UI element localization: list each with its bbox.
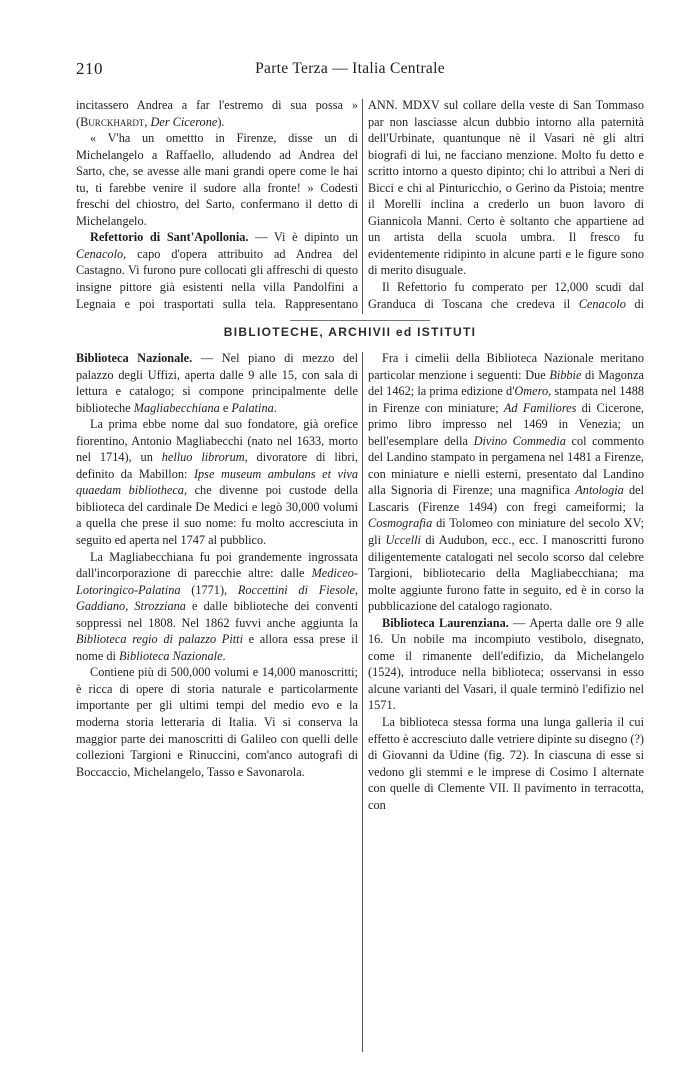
paragraph-magliabecchiana-growth: La Magliabecchiana fu poi grandemente ingrossata dall'incorporazione di parecchie altre: dalle Mediceo-Lotoringico-Palatina (1771), Roccettini di Fiesole, Gaddiano, Strozziana e dalle biblioteche dei conventi soppressi nel 1808. Nel 1862 fuvvi anche aggiunta la Biblioteca regio di palazzo Pitti e allora essa prese il nome di Biblioteca Nazionale. (76, 549, 358, 663)
section-divider (290, 320, 430, 321)
paragraph-burckhardt-quote: incitassero Andrea a far l'estremo di sua possa » (Burckhardt, Der Cicerone). (76, 98, 358, 129)
paragraph-biblioteca-nazionale: Biblioteca Nazionale. — Nel piano di mezzo del palazzo degli Uffizi, aperta dalle 9 alle 15, con sala di lettura e catalogo; si compone principalmente delle biblioteche Magliabecchiana e Palatina. (76, 351, 358, 415)
top-left-column (76, 97, 358, 311)
paragraph-collection-contents: Contiene più di 500,000 volumi e 14,000 manoscritti; è ricca di opere di storia naturale e particolarmente importante per gli ultimi tempi del medio evo e la moderna storia letteraria di Italia. Vi si conserva la maggior parte dei manoscritti di Galileo con quelli delle collezioni Targioni e Rinuccini, com'anco autografi di Boccaccio, Michelangelo, Tasso e Savonarola. (76, 665, 358, 779)
section-heading: BIBLIOTECHE, ARCHIVII ed ISTITUTI (223, 325, 477, 339)
paragraph-refettorio-purchase: Il Refettorio fu comperato per 12,000 scudi dal Granduca di Toscana che credeva il Cenacolo di (368, 280, 644, 311)
paragraph-refettorio-apollonia: Refettorio di Sant'Apollonia. — Vi è dipinto un Cenacolo, capo d'opera attribuito ad Andrea del Castagno. Vi furono pure collocati gli affreschi di questo insigne pittore già esistenti nella villa Pandolfini a Legnaia e poi trasportati sulla tela. Rappresentano (76, 230, 358, 311)
page-number: 210 (76, 59, 103, 78)
column-divider-bottom (362, 352, 363, 1052)
paragraph-raffaello-attribution: ANN. MDXV sul collare della veste di San Tommaso par non lasciasse alcun dubbio intorno alla paternità dell'Urbinate, quantunque nè il Vasari nè gli altri biografi di lui, ne facciano menzione. Molto fu detto e scritto intorno a questo dipinto; chi lo attribuì a Neri di Bicci e chi al Pinturicchio, o Gerino da Pistoia; mentre il Morelli inclina a crederlo un buon lavoro di Giannicola Manni. Certo è soltanto che appartiene ad un artista della scuola umbra. Il fresco fu evidentemente ridipinto in alcune parti e le figure sono di merito disuguale. (368, 98, 644, 278)
bottom-left-column (76, 350, 358, 1050)
paragraph-cimelii: Fra i cimelii della Biblioteca Nazionale meritano particolar menzione i seguenti: Due Bibbie di Magonza del 1462; la prima edizione d'Omero, stampata nel 1488 in Firenze con miniature; Ad Familiores di Cicerone, primo libro impresso nel 1469 in Venezia; un bell'esemplare della Divino Commedia col commento del Landino stampato in pergamena nel 1481 a Firenze, con miniature e nielli esterni, presentato dal Landino alla Signoria di Firenze; una magnifica Antologia del Lascaris (Firenze 1494) con fregi cameiformi; la Cosmografia di Tolomeo con miniature del secolo XV; gli Uccelli di Audubon, ecc., ecc. I manoscritti furono diligentemente catalogati nel secolo scorso dal celebre Targioni, bibliotecario della Magliabecchiana; ma molte aggiunte furono fatte in seguito, ed è in corso la pubblicazione del catalogo ragionato. (368, 351, 644, 614)
bottom-right-column (368, 350, 644, 1050)
paragraph-biblioteca-laurenziana: Biblioteca Laurenziana. — Aperta dalle ore 9 alle 16. Un nobile ma incompiuto vestibolo, disegnato, come il rimanente dell'edifizio, da Michelangelo (1524), introduce nella biblioteca; osservansi in esso alcune varianti del Vasari, il quale terminò l'edifizio nel 1571. (368, 615, 644, 713)
column-divider-top (362, 99, 363, 314)
top-right-column (368, 97, 644, 311)
paragraph-laurenziana-gallery: La biblioteca stessa forma una lunga galleria il cui effetto è accresciuto dalle vetriere dipinte su disegno (?) di Giovanni da Udine (fig. 72). In ciascuna di esse si vedono gli stemmi e le imprese di Cosimo I alternate con quelle di Clemente VII. Il pavimento in terracotta, con (368, 715, 644, 812)
paragraph-magliabecchi: La prima ebbe nome dal suo fondatore, già orefice fiorentino, Antonio Magliabecchi (nato nel 1633, morto nel 1714), un helluo librorum, divoratore di libri, definito da Mabillon: Ipse museum ambulans et viva quaedam bibliotheca, che divenne poi custode della biblioteca del cardinale De Medici e legò 30,000 volumi a quella che prese il suo nome: fu molto accresciuta in seguito ed aperta nel 1747 al pubblico. (76, 417, 358, 548)
paragraph-michelangelo-quote: « V'ha un omettto in Firenze, disse un di Michelangelo a Raffaello, alludendo ad Andrea del Sarto, che, se avesse alle mani grandi opere come le hai tu, ti farebbe venire il sudore alla fronte! » Codesti freschi del chiostro, del Sarto, confermano il detto di Michelangelo. (76, 131, 358, 228)
running-head: Parte Terza — Italia Centrale (255, 60, 445, 77)
page-header (0, 0, 700, 76)
